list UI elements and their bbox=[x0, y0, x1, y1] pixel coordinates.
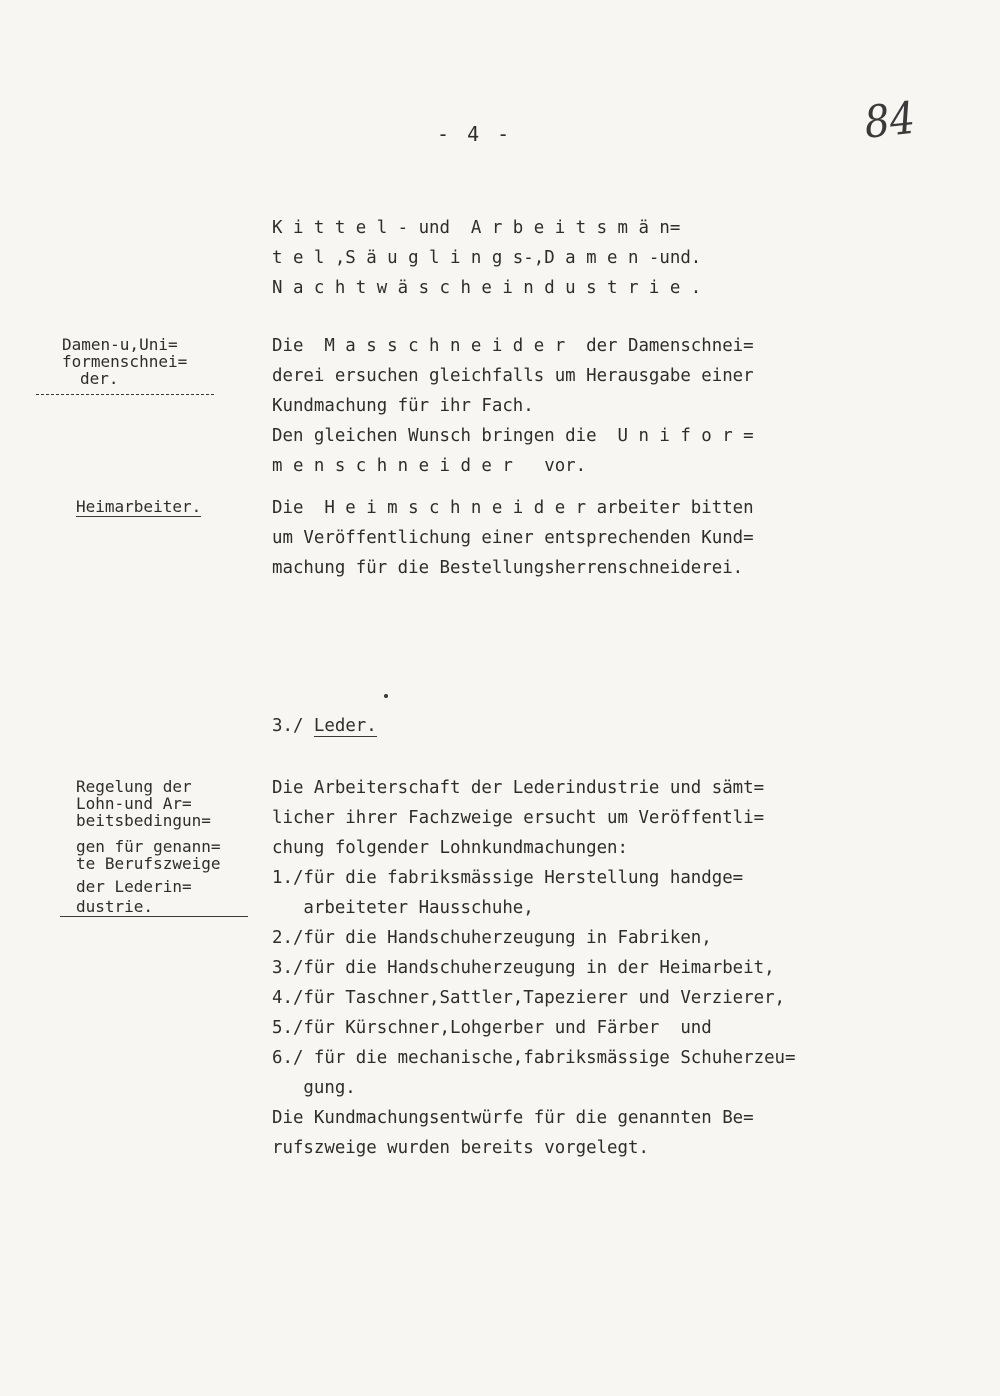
heading-line: K i t t e l - und A r b e i t s m ä n= bbox=[272, 218, 681, 238]
body-line: um Veröffentlichung einer entsprechenden Kund= bbox=[272, 528, 754, 548]
body-line: m e n s c h n e i d e r vor. bbox=[272, 456, 587, 476]
list-item-continuation: arbeiteter Hausschuhe, bbox=[272, 898, 534, 918]
heading-line: N a c h t w ä s c h e i n d u s t r i e . bbox=[272, 278, 702, 298]
margin-note-line: te Berufszweige bbox=[76, 854, 221, 873]
body-line: Die M a s s c h n e i d e r der Damenschnei= bbox=[272, 336, 754, 356]
body-line: chung folgender Lohnkundmachungen: bbox=[272, 838, 628, 858]
margin-note-line: Damen-u,Uni= bbox=[62, 335, 178, 354]
section-3-number: 3./ bbox=[272, 716, 304, 736]
handwritten-folio-number: 84 bbox=[862, 92, 918, 149]
body-line: Kundmachung für ihr Fach. bbox=[272, 396, 534, 416]
margin-note-heimarbeiter: Heimarbeiter. bbox=[76, 497, 202, 516]
body-line: Die H e i m s c h n e i d e r arbeiter bitten bbox=[272, 498, 754, 518]
list-item: 3./für die Handschuherzeugung in der Heimarbeit, bbox=[272, 958, 775, 978]
section-3-title: Leder. bbox=[313, 716, 377, 736]
margin-note-line: Lohn-und Ar= bbox=[76, 794, 192, 813]
heading-line: t e l ,S ä u g l i n g s-,D a m e n -und. bbox=[272, 248, 702, 268]
list-item: 5./für Kürschner,Lohgerber und Färber und bbox=[272, 1018, 712, 1038]
stray-dot bbox=[384, 694, 388, 698]
margin-note-line: der. bbox=[80, 369, 119, 388]
body-line: licher ihrer Fachzweige ersucht um Veröffentli= bbox=[272, 808, 765, 828]
margin-note-line: dustrie. bbox=[76, 897, 154, 916]
list-item-continuation: gung. bbox=[272, 1078, 356, 1098]
body-line: Die Kundmachungsentwürfe für die genannten Be= bbox=[272, 1108, 754, 1128]
margin-note-line: formenschnei= bbox=[62, 352, 188, 371]
list-item: 2./für die Handschuherzeugung in Fabriken, bbox=[272, 928, 712, 948]
margin-note-underline bbox=[60, 916, 248, 917]
body-line: Die Arbeiterschaft der Lederindustrie und sämt= bbox=[272, 778, 765, 798]
list-item: 6./ für die mechanische,fabriksmässige Schuherzeu= bbox=[272, 1048, 796, 1068]
margin-note-line: gen für genann= bbox=[76, 837, 221, 856]
list-item: 4./für Taschner,Sattler,Tapezierer und Verzierer, bbox=[272, 988, 786, 1008]
page-number: - 4 - bbox=[437, 122, 513, 146]
list-item: 1./für die fabriksmässige Herstellung handge= bbox=[272, 868, 744, 888]
body-line: derei ersuchen gleichfalls um Herausgabe einer bbox=[272, 366, 754, 386]
margin-note-line: Regelung der bbox=[76, 777, 192, 796]
body-line: Den gleichen Wunsch bringen die U n i f o r = bbox=[272, 426, 754, 446]
margin-note-line: beitsbedingun= bbox=[76, 811, 211, 830]
margin-note-line: der Lederin= bbox=[76, 877, 192, 896]
body-line: rufszweige wurden bereits vorgelegt. bbox=[272, 1138, 649, 1158]
body-line: machung für die Bestellungsherrenschneiderei. bbox=[272, 558, 744, 578]
margin-note-underline bbox=[36, 394, 214, 395]
section-3-heading bbox=[272, 716, 377, 736]
